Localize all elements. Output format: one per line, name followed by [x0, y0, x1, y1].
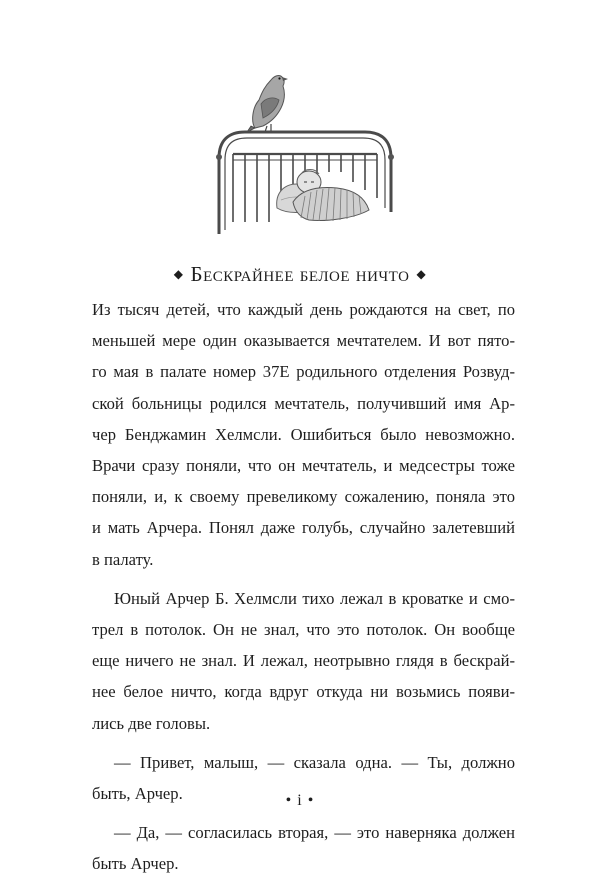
text-line: трел в потолок. Он не знал, что это потолок. Он вообще: [92, 620, 515, 640]
page-number: [0, 792, 600, 810]
pigeon-drawing: [247, 76, 288, 132]
paragraph: [92, 817, 515, 879]
text-line: Из тысяч детей, что каждый день рождаются на свет, по: [92, 300, 515, 319]
text-line: — Да, — согласилась вторая, — это наверняка должен: [114, 823, 515, 843]
text-line: поняли, и, к своему превеликому сожалению, поняла это: [92, 487, 515, 507]
text-line: го мая в палате номер 37Е родильного отделения Розвуд-: [92, 362, 515, 382]
text-line: и мать Арчера. Понял даже голубь, случайно залетевший: [92, 518, 515, 538]
paragraph: [92, 294, 515, 575]
title-ornament-right: ◆: [416, 267, 427, 281]
chapter-title: [0, 262, 600, 287]
text-line: лись две головы.: [92, 713, 211, 733]
bed-pigeon-illustration: [205, 62, 405, 234]
page-number-ornament-right: •: [307, 792, 315, 809]
text-line: меньшей мере один оказывается мечтателем. И вот пято-: [92, 331, 515, 351]
text-line: быть Арчер.: [92, 854, 179, 874]
text-line: — Привет, малыш, — сказала одна. — Ты, должно: [114, 752, 515, 772]
text-line: еще ничего не знал. И лежал, неотрывно глядя в бескрай-: [92, 651, 515, 671]
title-ornament-left: ◆: [173, 267, 184, 281]
text-line: ской больницы родился мечтатель, получивший имя Ар-: [92, 393, 515, 413]
blanket-drawing: [293, 188, 369, 221]
text-line: в палату.: [92, 549, 154, 569]
text-line: Врачи сразу поняли, что он мечтатель, и медсестры тоже: [92, 456, 515, 476]
text-line: быть, Арчер.: [92, 784, 183, 804]
paragraph: [92, 583, 515, 739]
text-line: Юный Арчер Б. Хелмсли тихо лежал в кроватке и смо-: [114, 588, 515, 608]
page-number-ornament-left: •: [285, 792, 293, 809]
text-line: чер Бенджамин Хелмсли. Ошибиться было невозможно.: [92, 424, 515, 444]
text-line: нее белое ничто, когда вдруг откуда ни возьмись появи-: [92, 682, 515, 702]
chapter-title-text: Бескрайнее белое ничто: [190, 262, 410, 286]
page-number-value: i: [297, 792, 303, 809]
